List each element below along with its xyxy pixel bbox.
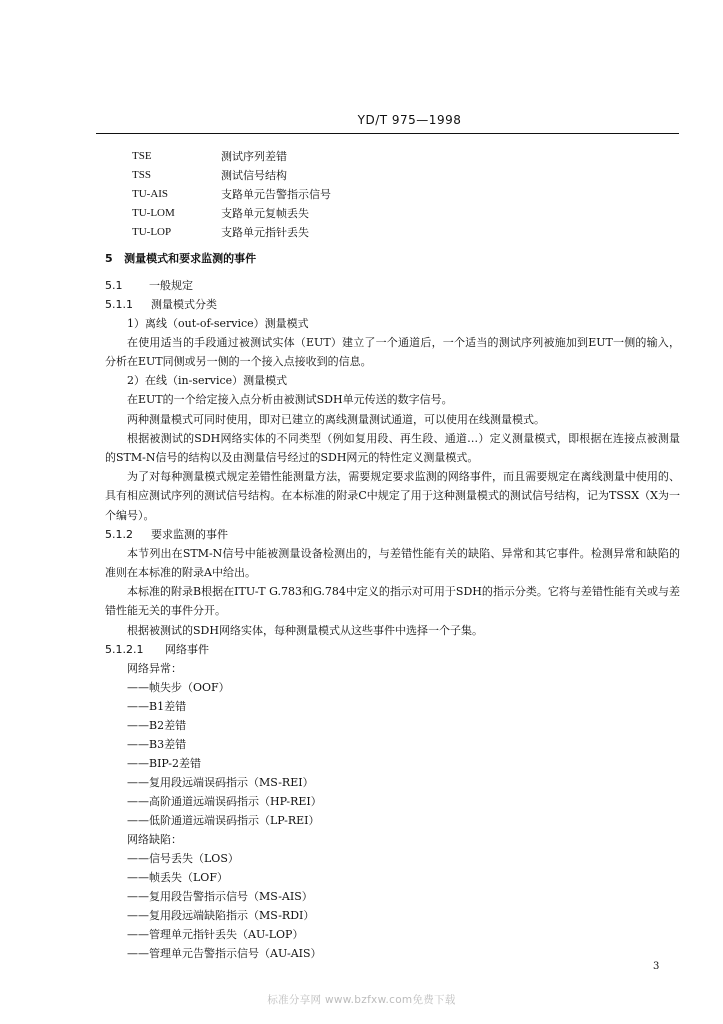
body-paragraph: 在EUT的一个给定接入点分析由被测试SDH单元传送的数字信号。 [127,393,453,407]
body-paragraph: 根据被测试的SDH网络实体的不同类型（例如复用段、再生段、通道…）定义测量模式，即根据在连接点被测量的STM-N信号的结构以及由测量信号经过的SDH网元的特性定义测量模式。 [105,431,680,465]
list-item: ——复用段远端误码指示（MS-REI） [127,775,314,789]
section-title: 一般规定 [149,279,193,292]
section-heading-5 [105,249,680,269]
section-title: 要求监测的事件 [151,527,228,541]
body-paragraph: 为了对每种测量模式规定差错性能测量方法，需要规定要求监测的网络事件，而且需要规定在离线测量中使用的、具有相应测试序列的测试信号结构。在本标准的附录C中规定了用于这种测量模式的测试信号结构，记为TSSX（X为一个编号）。 [105,470,680,522]
section-heading-5-1 [105,276,680,295]
list-item: ——复用段告警指示信号（MS-AIS） [127,889,313,903]
page-header [0,109,723,128]
list-item: ——低阶通道远端误码指示（LP-REI） [127,813,320,827]
abbreviation-row [105,204,680,223]
defect-list [105,849,680,963]
abbreviation-row [105,147,680,166]
section-number: 5.1 [105,279,123,292]
page-number: 3 [653,961,660,972]
list-item: ——帧丢失（LOF） [127,870,228,884]
list-item: ——复用段远端缺陷指示（MS-RDI） [127,908,315,922]
abbreviation-code: TU-LOP [132,226,172,238]
abbreviation-code: TU-AIS [132,188,169,200]
body-paragraph: 本节列出在STM-N信号中能被测量设备检测出的，与差错性能有关的缺陷、异常和其它事件。检测异常和缺陷的准则在本标准的附录A中给出。 [105,546,680,580]
section-heading-5-1-2 [105,525,680,544]
body-paragraph: 根据被测试的SDH网络实体，每种测量模式从这些事件中选择一个子集。 [127,623,483,637]
list-item: ——B2差错 [127,718,187,732]
section-number: 5 [105,252,113,265]
list-item: ——管理单元指针丢失（AU-LOP） [127,927,304,941]
watermark-text: 标准分享网 www.bzfxw.com免费下载 [267,994,456,1006]
document-code: YD/T 975—1998 [357,113,462,127]
section-title: 测量模式分类 [151,298,217,311]
abbreviation-code: TSS [132,169,151,181]
section-title: 测量模式和要求监测的事件 [124,252,257,265]
list-item: ——高阶通道远端误码指示（HP-REI） [127,794,322,808]
defects-label: 网络缺陷： [127,832,182,846]
list-item: ——帧失步（OOF） [127,680,230,694]
list-item: ——信号丢失（LOS） [127,851,239,865]
abbreviation-code: TSE [132,150,152,162]
section-number: 5.1.2.1 [105,642,144,656]
list-item: ——BIP-2差错 [127,756,201,770]
abbreviation-meaning: 支路单元复帧丢失 [221,207,309,220]
section-heading-5-1-1 [105,295,680,314]
abbreviation-list [105,147,680,242]
anomalies-label: 网络异常： [127,661,182,675]
abbreviation-row [105,223,680,242]
abbreviation-meaning: 支路单元指针丢失 [221,226,309,239]
abbreviation-meaning: 测试信号结构 [221,169,287,182]
section-number: 5.1.1 [105,298,133,311]
body-paragraph: 在使用适当的手段通过被测试实体（EUT）建立了一个通道后，一个适当的测试序列被施加到EUT一侧的输入，分析在EUT同侧或另一侧的一个接入点接收到的信息。 [105,336,680,369]
abbreviation-row [105,185,680,204]
section-number: 5.1.2 [105,527,133,541]
mode-item-title: 1）离线（out-of-service）测量模式 [127,317,309,330]
document-body [105,147,680,963]
body-paragraph: 本标准的附录B根据在ITU-T G.783和G.784中定义的指示对可用于SDH的指示分类。它将与差错性能有关或与差错性能无关的事件分开。 [105,585,680,618]
header-rule [96,133,679,134]
abbreviation-row [105,166,680,185]
list-item: ——管理单元告警指示信号（AU-AIS） [127,946,322,960]
section-heading-5-1-2-1 [105,640,680,659]
abbreviation-code: TU-LOM [132,207,175,219]
abbreviation-meaning: 支路单元告警指示信号 [221,188,331,201]
abbreviation-meaning: 测试序列差错 [221,150,287,163]
anomaly-list [105,678,680,830]
section-title: 网络事件 [165,642,209,656]
list-item: ——B3差错 [127,737,187,751]
mode-item-title: 2）在线（in-service）测量模式 [127,374,288,388]
list-item: ——B1差错 [127,699,187,713]
body-paragraph: 两种测量模式可同时使用，即对已建立的离线测量测试通道，可以使用在线测量模式。 [127,412,545,426]
